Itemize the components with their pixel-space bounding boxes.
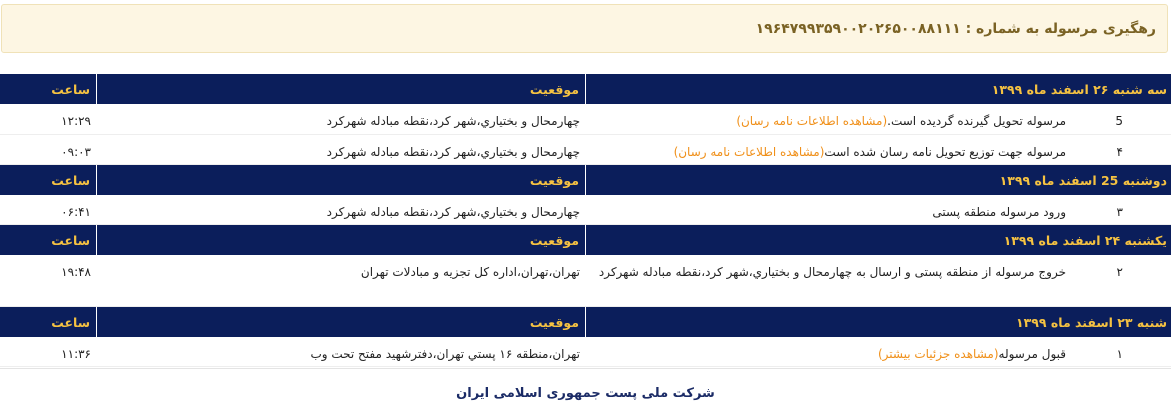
column-time-header: ساعت: [0, 74, 97, 104]
event-description: [586, 132, 1066, 162]
event-number: ۲: [1116, 265, 1123, 279]
column-location-header: موقعیت: [97, 74, 586, 104]
event-number: 5: [1115, 114, 1123, 128]
column-location-header: موقعیت: [97, 165, 586, 195]
event-time: ۰۶:۴۱: [61, 205, 91, 219]
day-label: دوشنبه 25 اسفند ماه ۱۳۹۹: [999, 172, 1167, 188]
day-header: [0, 307, 1171, 337]
tracking-header: [1, 4, 1168, 53]
event-text: مرسوله جهت توزیع تحویل نامه رسان شده است: [824, 145, 1066, 159]
event-time: ۱۲:۲۹: [61, 114, 91, 128]
tracking-table: [0, 74, 1171, 367]
table-row: [0, 135, 1171, 165]
table-row: [0, 337, 1171, 367]
footer-divider: [0, 368, 1171, 369]
event-description: [586, 252, 1066, 282]
event-time: ۱۱:۳۶: [61, 347, 91, 361]
event-location: چهارمحال و بختياري،شهر کرد،نقطه مبادله شهرکرد: [326, 205, 580, 219]
event-location: تهران،تهران،اداره کل تجزیه و مبادلات تهران: [360, 265, 580, 279]
day-header: [0, 74, 1171, 104]
event-time: ۱۹:۴۸: [61, 265, 91, 279]
event-description: [586, 192, 1066, 222]
event-description: [586, 334, 1066, 364]
column-time-header: ساعت: [0, 165, 97, 195]
view-carrier-info-link[interactable]: (مشاهده اطلاعات نامه رسان): [736, 114, 888, 128]
event-time: ۰۹:۰۳: [61, 145, 91, 159]
event-number: ۱: [1116, 347, 1123, 361]
event-text: ورود مرسوله منطقه پستی: [932, 205, 1066, 219]
column-location-header: موقعیت: [97, 307, 586, 337]
day-label: سه شنبه ۲۶ اسفند ماه ۱۳۹۹: [991, 81, 1167, 97]
event-number: ۴: [1116, 145, 1123, 159]
event-number: ۳: [1116, 205, 1123, 219]
event-location: چهارمحال و بختياري،شهر کرد،نقطه مبادله شهرکرد: [326, 114, 580, 128]
day-header: [0, 225, 1171, 255]
event-text: خروج مرسوله از منطقه پستی و ارسال به چهارمحال و بختياري،شهر کرد،نقطه مبادله شهرکرد: [598, 265, 1066, 279]
day-label: شنبه ۲۳ اسفند ماه ۱۳۹۹: [1016, 314, 1167, 330]
day-label: یکشنبه ۲۴ اسفند ماه ۱۳۹۹: [1003, 232, 1167, 248]
event-location: چهارمحال و بختياري،شهر کرد،نقطه مبادله شهرکرد: [326, 145, 580, 159]
table-row: [0, 195, 1171, 225]
footer-text: شرکت ملی پست جمهوری اسلامی ایران: [456, 386, 715, 401]
event-location: تهران،منطقه ۱۶ پستي تهران،دفترشهيد مفتح تحت وب: [310, 347, 580, 361]
event-description: [586, 101, 1066, 131]
event-text: قبول مرسوله: [998, 347, 1066, 361]
table-row: [0, 255, 1171, 307]
tracking-title: رهگیری مرسوله به شماره : ۱۹۶۴۷۹۹۳۵۹۰۰۲۰۲۶۵۰۰۸۸۱۱۱: [755, 20, 1156, 37]
view-carrier-info-link[interactable]: (مشاهده اطلاعات نامه رسان): [673, 145, 825, 159]
column-time-header: ساعت: [0, 225, 97, 255]
table-row: [0, 104, 1171, 135]
event-text: مرسوله تحویل گیرنده گردیده است.: [887, 114, 1066, 128]
column-time-header: ساعت: [0, 307, 97, 337]
view-more-details-link[interactable]: (مشاهده جزئیات بیشتر): [877, 347, 999, 361]
column-location-header: موقعیت: [97, 225, 586, 255]
day-header: [0, 165, 1171, 195]
